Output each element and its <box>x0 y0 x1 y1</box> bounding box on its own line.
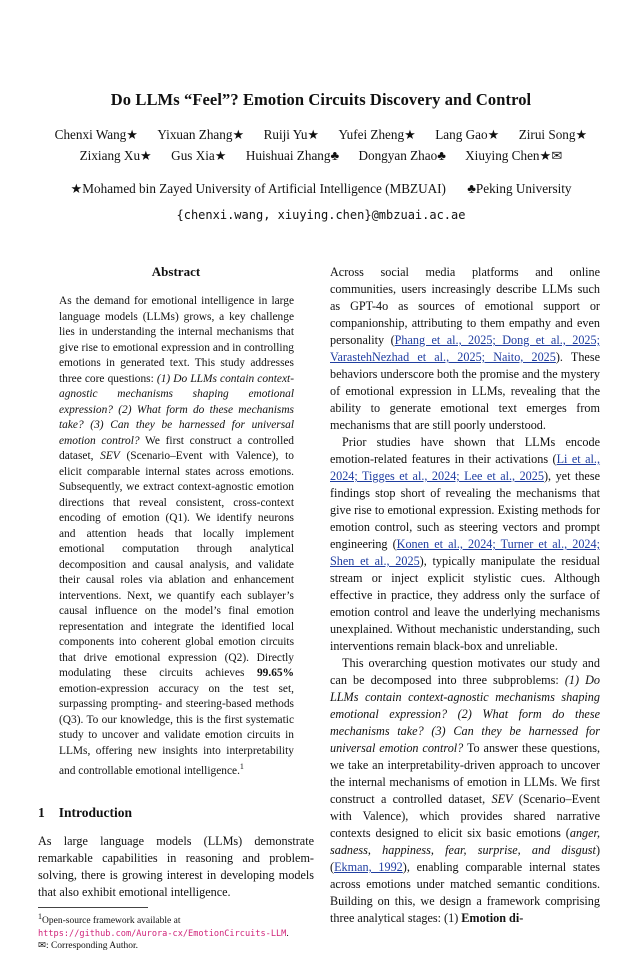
footnote-text: . <box>286 928 289 939</box>
footnote-divider <box>38 907 148 908</box>
dataset-name: SEV <box>491 792 513 806</box>
abstract-text: emotion-expression accuracy on the test set, surpassing prompting- and steering-based methods (Q3). To our knowledge, this is the first systematic study to uncover and validate emotion circuits in LLMs, offering new insights into interpretability and controllable emotional intelligence. <box>59 682 294 777</box>
abstract-questions: (1) Do LLMs contain context-agnostic mechanisms shaping emotional expression? (2) What form do these mechanisms take? (3) Can they be harnessed for universal emotion control? <box>59 372 294 447</box>
footnote-text: Open-source framework available at <box>42 916 181 927</box>
author-name: Ruiji Yu★ <box>263 127 320 142</box>
affiliation-mbzuai: ★Mohamed bin Zayed University of Artificial Intelligence (MBZUAI) <box>70 181 446 196</box>
abstract-text: As the demand for emotional intelligence in large language models (LLMs) grows, a key challenge lies in understanding the internal mechanisms that give rise to emotional expression and in controlling emotions in generated text. This study addresses three core questions: <box>59 295 294 385</box>
github-link[interactable]: https://github.com/Aurora-cx/EmotionCircuits-LLM <box>38 928 287 939</box>
body-text: Prior studies have shown that LLMs encode emotion-related features in their activations ( <box>330 435 600 466</box>
author-name: Huishuai Zhang♣ <box>245 148 340 163</box>
author-name: Gus Xia★ <box>171 148 227 163</box>
body-paragraph: As large language models (LLMs) demonstrate remarkable capabilities in reasoning and problem-solving, there is growing interest in developing models that also exhibit emotional intelligence. <box>38 834 314 900</box>
body-text: ) ( <box>330 843 600 874</box>
dataset-name: SEV <box>100 450 120 462</box>
footnote-1 <box>38 911 314 940</box>
introduction-text <box>38 833 314 901</box>
body-paragraph <box>330 434 600 655</box>
right-column <box>330 264 600 927</box>
research-questions: (1) Do LLMs contain context-agnostic mechanisms shaping emotional expression? (2) What form do these mechanisms take? (3) Can they be harnessed for universal emotion control? <box>330 673 600 755</box>
author-name: Lang Gao★ <box>435 127 500 142</box>
author-list-line-2 <box>30 148 612 164</box>
author-name: Zirui Song★ <box>518 127 588 142</box>
body-text: (Scenario–Event with Valence), which provides shared narrative contexts designed to elicit six basic emotions ( <box>330 792 600 840</box>
citation-link[interactable]: Li et al., 2024; Tigges et al., 2024; Lee et al., 2025 <box>330 452 601 483</box>
body-text: ), enabling comparable internal states across emotions under matched semantic conditions. Building on this, we design a framework comprising three analytical stages: (1) <box>330 860 600 925</box>
body-text: ), typically manipulate the residual stream or inject explicit stylistic cues. Although effective in practice, they address only the surface of emotion control and leave the underlying mechanisms unexplained. Without mechanistic understanding, such interventions remain black-box and unreliable. <box>330 554 601 653</box>
author-name: Xiuying Chen★✉ <box>465 148 563 163</box>
body-text: ). These behaviors underscore both the promise and the mystery of emotional expression in LLMs, revealing that the ability to generate emotional text emerges from mechanisms that are still poorly understood. <box>330 350 600 432</box>
left-column <box>38 264 314 953</box>
emotion-list: anger, sadness, happiness, fear, surprise, and disgust <box>330 826 600 857</box>
author-name: Dongyan Zhao♣ <box>358 148 446 163</box>
stage-name: Emotion di- <box>461 911 524 925</box>
author-name: Yufei Zheng★ <box>338 127 416 142</box>
abstract-body <box>59 294 294 779</box>
body-text: ), yet these findings stop short of revealing the mechanisms that give rise to emotional expression. Existing methods for emotion control, such as steering vectors and prompt engineering ( <box>330 469 600 551</box>
body-text: Across social media platforms and online communities, users increasingly describe LLMs such as GPT-4o as sources of emotional support or companionship, attributing to them empathy and even personality ( <box>330 265 600 347</box>
footnote-marker[interactable]: 1 <box>239 762 244 771</box>
affiliation-pku: ♣Peking University <box>467 181 572 196</box>
body-paragraph <box>330 655 600 927</box>
citation-link[interactable]: Phang et al., 2025; Dong et al., 2025; VarastehNezhad et al., 2025; Naito, 2025 <box>330 333 600 364</box>
contact-email: {chenxi.wang, xiuying.chen}@mbzuai.ac.ae <box>176 208 466 222</box>
abstract-heading: Abstract <box>151 264 201 279</box>
accuracy-value: 99.65% <box>256 667 294 679</box>
abstract-text: (Scenario–Event with Valence), to elicit comparable internal states across emotions. Subsequently, we extract context-agnostic emotion directions that reveal consistent, cross-context encoding of emotion (Q1). We identify neurons and attention heads that locally implement emotional computation through analytical decomposition and causal analysis, and validate their causal roles via ablation and enhancement interventions. Next, we quantify each sublayer’s causal influence on the model’s final emotion representation and integrate the identified local components into coherent global emotion circuits that drive emotional expression (Q2). Directly modulating these circuits achieves <box>59 450 294 679</box>
section-heading-introduction <box>38 805 314 821</box>
paper-title: Do LLMs “Feel”? Emotion Circuits Discovery and Control <box>110 90 532 109</box>
citation-link[interactable]: Konen et al., 2024; Turner et al., 2024; Shen et al., 2025 <box>330 537 600 568</box>
author-name: Chenxi Wang★ <box>54 127 139 142</box>
body-text: This overarching question motivates our study and can be decomposed into three subproblems: <box>330 656 600 687</box>
author-name: Yixuan Zhang★ <box>157 127 245 142</box>
body-paragraph <box>330 264 600 434</box>
section-number: 1 <box>38 805 45 821</box>
abstract-paragraph <box>59 294 294 779</box>
author-name: Zixiang Xu★ <box>79 148 152 163</box>
affiliations <box>20 181 622 197</box>
section-title: Introduction <box>58 805 133 821</box>
footnote-corresponding-author: ✉: Corresponding Author. <box>38 941 139 952</box>
body-text: To answer these questions, we take an interpretability-driven approach to uncover the internal mechanisms of emotion in LLMs. We first construct a controlled dataset, <box>330 741 600 806</box>
abstract-text: We first construct a controlled dataset, <box>59 434 294 462</box>
author-list-line-1 <box>30 127 612 143</box>
footnote-marker: 1 <box>38 912 42 922</box>
citation-link[interactable]: Ekman, 1992 <box>334 860 403 874</box>
